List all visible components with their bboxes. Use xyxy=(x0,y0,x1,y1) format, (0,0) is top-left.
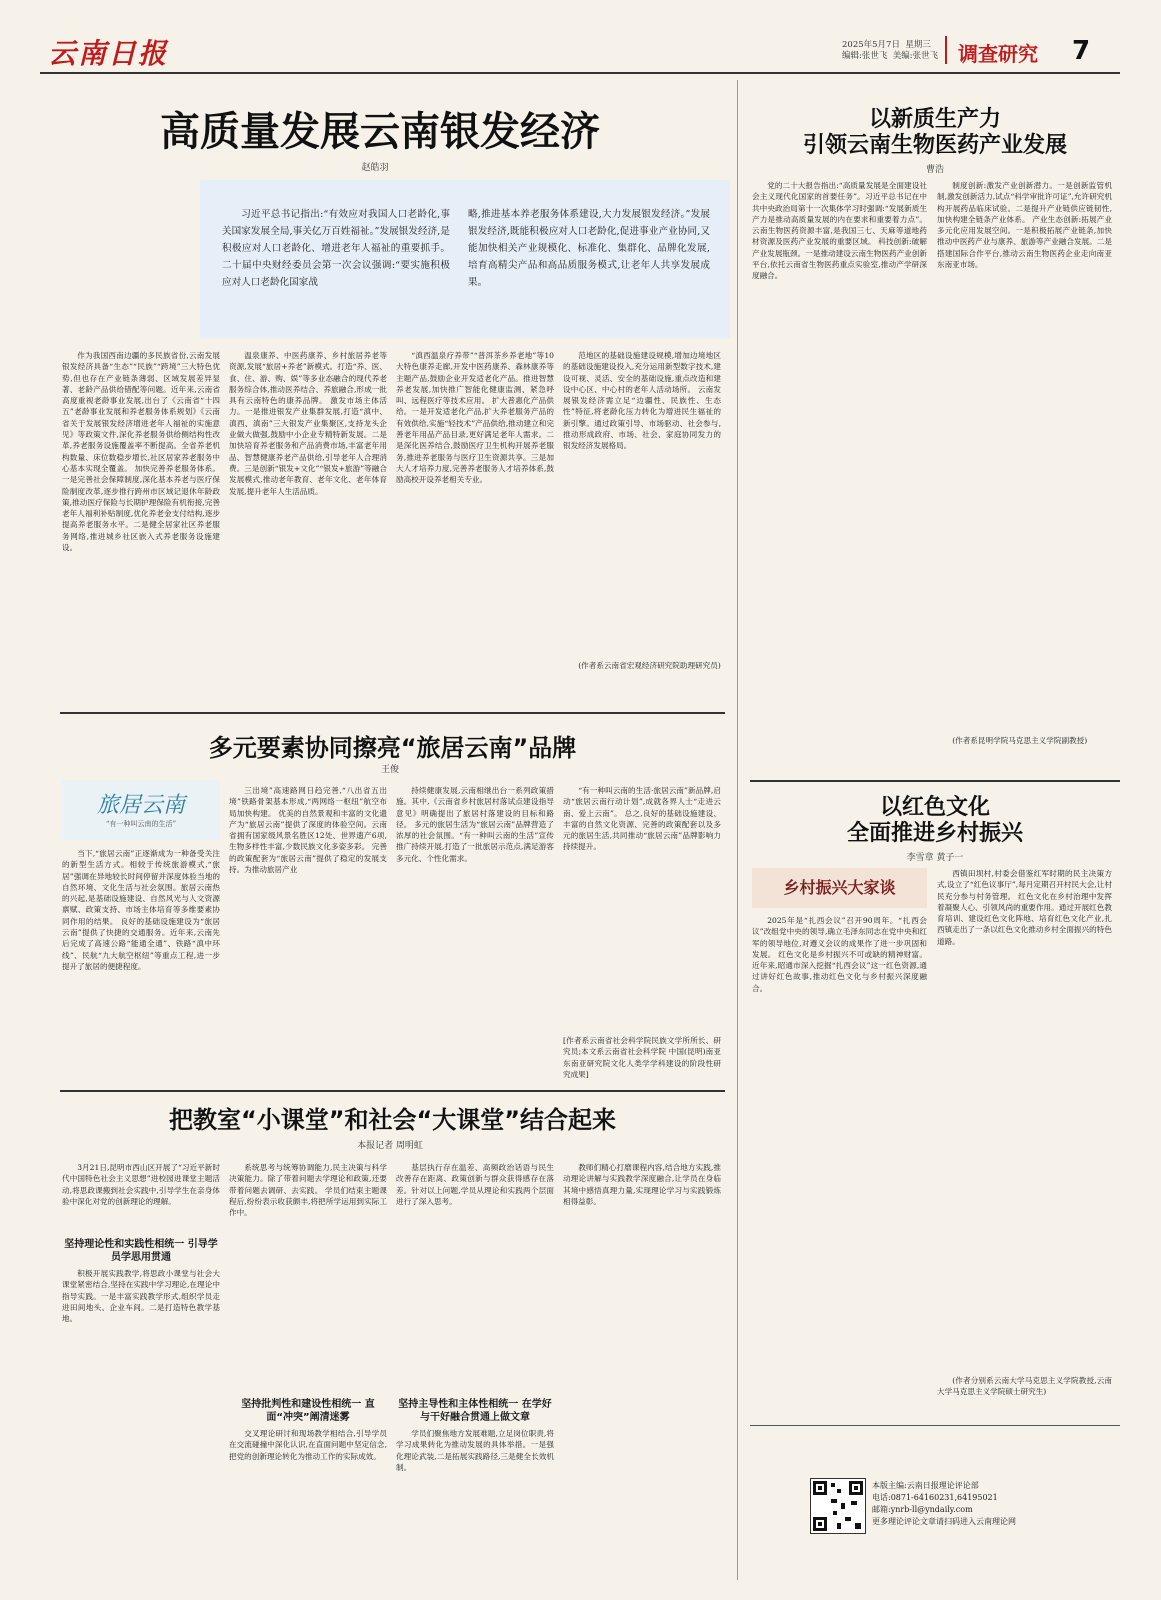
article1-author: 赵皓羽 xyxy=(361,163,389,173)
masthead-date xyxy=(842,40,938,62)
article3-author: 本报记者 周明虹 xyxy=(357,1141,423,1151)
page-number: 7 xyxy=(1072,36,1091,66)
article1-note: (作者系云南省宏观经济研究院助理研究员) xyxy=(578,661,721,670)
article5-title-line1: 以红色文化 xyxy=(879,795,990,820)
rule-article1 xyxy=(60,712,725,714)
article1-col2: 温泉康养、中医药康养、乡村旅居养老等资源,发展“旅居+养老”新模式。打造“养、医、食、住、游、购、娱”等多业态融合的现代养老服务综合体,推动医养结合、养旅融合,形成一批具有云南特色的康养品牌。 激发市场主体活力。一是推进银发产业集群发展,打造“滇中、滇西、滇南”三大银发产业集聚区,支持龙头企业做大做强,鼓励中小企业专精特新发展。二是加快培育养老服务和产品消费市场,丰富老年用品、智慧健康养老产品供给,引导老年人合理消费。三是创新“银发+文化”“银发+旅游”等融合发展模式,推动老年教育、老年文化、老年体育发展,提升老年人生活品质。 xyxy=(229,351,387,496)
masthead-logo: 云南日报 xyxy=(48,37,169,70)
footer-info xyxy=(872,1480,1112,1528)
article3-title: 把教室“小课堂”和社会“大课堂”结合起来 xyxy=(168,1106,617,1134)
article4-title-line1: 以新质生产力 xyxy=(868,107,1001,132)
article3-col3: 基层执行存在温差、高频政治话语与民生改善存在距离、政策创新与群众获得感存在落差。针对以上问题,学员从理论和实践两个层面进行了深入思考。 xyxy=(396,1163,554,1206)
article3-col4: 教师们精心打磨课程内容,结合地方实践,推动理论讲解与实践教学深度融合,让学员在身临其境中感悟真理力量,实现理论学习与实践锻炼相得益彰。 xyxy=(563,1163,721,1206)
article4-col2: 制度创新:激发产业创新潜力。一是创新监管机制,激发创新活力,试点“科学审批许可证”,允许研究机构开展药品临床试验。二是提升产业链供应链韧性,加快构建全链条产业体系。 产业生态创新:拓展产业多元化应用发展空间。一是积极拓展产业链条,加快推动中医药产业与康养、旅游等产业融合发展。二是搭建国际合作平台,推动云南生物医药企业走向南亚东南亚市场。 xyxy=(937,181,1112,270)
article2-logo xyxy=(62,780,220,840)
article4-col1: 党的二十大报告指出:“高质量发展是全面建设社会主义现代化国家的首要任务”。习近平总书记在中共中央政治局第十一次集体学习时强调:“发展新质生产力是推动高质量发展的内在要求和重要着力点”。云南生物医药资源丰富,是我国三七、天麻等道地药材资源及医药产业发展的重要区域。 科技创新:破解产业发展瓶颈。一是推动建设云南生物医药产业创新平台,依托云南省生物医药重点实验室,推动产学研深度融合。 xyxy=(752,181,927,281)
footer-editor: 本版主编:云南日报理论评论部 xyxy=(872,1481,979,1490)
article3-col2: 系统思考与统筹协调能力,民主决策与科学决策能力。除了带着问题去学理论和政策,还要带着问题去调研、去实践。 学员们结束主题课程后,纷纷表示收获颇丰,将把所学运用到实际工作中。 xyxy=(229,1163,387,1218)
article1-lead-right: 略,推进基本养老服务体系建设,大力发展银发经济。”发展银发经济,既能积极应对人口老龄化,促进事业产业协同,又能加快相关产业规模化、标准化、集群化、品牌化发展,培育高精尖产品和高品质服务模式,让老年人共享发展成果。 xyxy=(468,209,710,288)
article3-subhead2: 坚持批判性和建设性相统一 直面“冲突”阐清迷雾 xyxy=(241,1399,375,1423)
weekday: 星期三 xyxy=(905,40,931,50)
rule-footer xyxy=(750,1425,1120,1426)
rule-article2 xyxy=(60,1090,725,1092)
article5-col1: 2025年是“扎西会议”召开90周年。“扎西会议”改组党中央的领导,确立毛泽东同志在党中央和红军的领导地位,对遵义会议的成果作了进一步巩固和发展。 红色文化是乡村振兴不可或缺的精神财富。近年来,昭通市深入挖掘“扎西会议”这一红色资源,通过讲好红色故事,推动红色文化与乡村振兴深度融合。 xyxy=(752,916,927,993)
article4-author: 曹浩 xyxy=(925,165,944,175)
date: 2025年5月7日 xyxy=(842,40,900,50)
article1-col4: 范地区的基础设施建设规模,增加边境地区的基础设施建设投入,充分运用新型数字技术,建设可视、灵活、安全的基础设施,重点改造和建设中心区、中心村的老年人活动场所。 云南发展银发经济需立足“边疆性、民族性、生态性”特征,将老龄化压力转化为增进民生福祉的新引擎。通过政策引导、市场驱动、社会参与,推动形成政府、市场、社会、家庭协同发力的银发经济发展格局。 xyxy=(563,351,721,451)
article2-logo-title: 旅居云南 xyxy=(96,793,185,818)
article3-subhead1: 坚持理论性和实践性相统一 引导学员学思用贯通 xyxy=(64,1239,218,1263)
article4-title-line2: 引领云南生物医药产业发展 xyxy=(802,133,1067,158)
article3-col1: 3月21日,昆明市西山区开展了“习近平新时代中国特色社会主义思想”进校园进课堂主题活动,将思政课搬到社会实践中,引导学生在亲身体验中深化对党的创新理论的理解。 xyxy=(62,1163,220,1206)
footer-email[interactable]: 邮箱:ynrb-ll@yndaily.com xyxy=(872,1505,973,1514)
article5-note: (作者分别系云南大学马克思主义学院教授,云南大学马克思主义学院硕士研究生) xyxy=(937,1376,1112,1397)
qr-code[interactable] xyxy=(810,1478,866,1534)
article2-col3: 持续健康发展,云南相继出台一系列政策措施。其中,《云南省乡村旅居村落试点建设指导意见》明确提出了旅居村落建设的目标和路径。 多元的旅居生活为“旅居云南”品牌营造了浓厚的社会氛围。“有一种叫云南的生活”宣传推广持续开展,打造了一批旅居示范点,满足游客多元化、个性化需求。 xyxy=(396,786,554,863)
masthead-divider xyxy=(945,36,947,64)
footer-more: 更多理论评论文章请扫码进入云南理论网 xyxy=(872,1517,1016,1526)
article3-col1b: 积极开展实践教学,将思政小课堂与社会大课堂紧密结合,坚持在实践中学习理论,在理论中指导实践。一是丰富实践教学形式,组织学员走进田间地头、企业车间。二是打造特色教学基地。 xyxy=(62,1269,220,1324)
article3-subhead3: 坚持主导性和主体性相统一 在学好与干好融合贯通上做文章 xyxy=(398,1399,552,1423)
page-divider xyxy=(737,80,738,1580)
article2-note: [作者系云南省社会科学院民族文学所所长、研究员;本文系云南省社会科学院 中国(昆明)南亚东南亚研究院文化人类学学科建设的阶段性研究成果] xyxy=(563,1036,721,1079)
rule-article4 xyxy=(750,780,1120,782)
article3-col1-wrap xyxy=(62,1162,220,1582)
article5-author: 李雪章 黄子一 xyxy=(906,853,964,863)
article1-col3: “滇西温泉疗养带”“普洱茶乡养老地”等10大特色康养走廊,开发中医药康养、森林康养等主题产品,鼓励企业开发适老化产品。推进智慧养老发展,加快推广智能化健康监测、紧急呼叫、远程医疗等技术应用。 扩大普惠化产品供给。一是开发适老化产品,扩大养老服务产品的有效供给,实施“轻技术”产品供给,推动建立和完善老年用品产品目录,更好满足老年人需求。二是深化医养结合,鼓励医疗卫生机构开展养老服务,推进养老服务与医疗卫生资源共享。三是加大人才培养力度,完善养老服务人才培养体系,鼓励高校开设养老相关专业。 xyxy=(396,351,554,485)
article5-title-line2: 全面推进乡村振兴 xyxy=(846,821,1023,846)
article2-col2: 三出境”高速路网日趋完善,“八出省五出境”铁路骨架基本形成,“两网络一枢纽”航空布局加快构建。 优美的自然景观和丰富的文化遗产为“旅居云南”提供了深度的体验空间。云南省拥有国家级风景名胜区12处、世界遗产6项,生物多样性丰富,少数民族文化多姿多彩。 完善的政策配套为“旅居云南”提供了稳定的发展支持。为推动旅居产业 xyxy=(229,786,387,875)
article1-lead-left: 习近平总书记指出:“有效应对我国人口老龄化,事关国家发展全局,事关亿万百姓福祉。”发展银发经济,是积极应对人口老龄化、增进老年人福祉的重要抓手。二十届中央财经委员会第一次会议强调:“要实施积极应对人口老龄化国家战 xyxy=(222,209,450,288)
article3-col3b: 学员们聚焦地方发展难题,立足岗位职责,将学习成果转化为推动发展的具体举措。一是强化理论武装,二是拓展实践路径,三是健全长效机制。 xyxy=(396,1429,554,1472)
article3-col3-wrap xyxy=(396,1162,554,1582)
article5-col2: 西镇田坝村,村委会借鉴红军时期的民主决策方式,设立了“红色议事厅”,每月定期召开村民大会,让村民充分参与村务管理。 红色文化在乡村治理中发挥着凝聚人心、引领风尚的重要作用。通过开展红色教育培训、建设红色文化阵地、培育红色文化产业,扎西镇走出了一条以红色文化推动乡村全面振兴的特色道路。 xyxy=(937,869,1112,946)
article5-logo: 乡村振兴大家谈 xyxy=(752,868,927,908)
article1-col1: 作为我国西南边疆的多民族省份,云南发展银发经济具备“生态”“民族”“跨境”三大特色优势,但也存在产业链条薄弱、区域发展差异显著、老龄产品供给错配等问题。近年来,云南省高度重视老龄事业发展,出台了《云南省“十四五”老龄事业发展和养老服务体系规划》《云南省关于发展银发经济增进老年人福祉的实施意见》等政策文件,深化养老服务供给侧结构性改革,养老服务设施覆盖率不断提高。全省养老机构数量、床位数稳步增长,社区居家养老服务中心基本实现全覆盖。 加快完善养老服务体系。一是完善社会保障制度,深化基本养老与医疗保险制度改革,逐步推行跨州市区域记退休年龄政策,推动医疗保险与长期护理保险有机衔接,完善老年人福利补贴制度,优化养老金支付结构,逐步提高养老服务水平。二是健全居家社区养老服务网络,推进城乡社区嵌入式养老服务设施建设。 xyxy=(62,351,220,553)
article4-note: (作者系昆明学院马克思主义学院副教授) xyxy=(952,736,1088,745)
designer: 美编:张世飞 xyxy=(892,51,939,61)
article3-col2-wrap xyxy=(229,1162,387,1582)
footer-phone: 电话:0871-64160231,64195021 xyxy=(872,1493,998,1502)
masthead-rule xyxy=(40,72,1120,74)
article2-author: 王俊 xyxy=(380,765,399,775)
article1-lead-box xyxy=(200,180,730,338)
section-title: 调查研究 xyxy=(958,42,1038,66)
article2-logo-sub: “有一种叫云南的生活” xyxy=(105,820,177,828)
article3-col2b: 交叉理论研讨和现场教学相结合,引导学员在交流碰撞中深化认识,在直面问题中坚定信念,把党的创新理论转化为推动工作的实际成效。 xyxy=(229,1429,387,1461)
article1-title: 高质量发展云南银发经济 xyxy=(160,109,600,155)
editor: 编辑:张世飞 xyxy=(842,51,888,61)
article2-col1: 当下,“旅居云南”正逐渐成为一种备受关注的新型生活方式。相较于传统旅游模式,“旅居”强调在异地较长时间停留并深度体验当地的自然环境、文化生活与社会氛围。旅居云南热的兴起,是基础设施建设、自然风光与人文资源禀赋、政策支持、市场主体培育等多维要素协同作用的结果。 良好的基础设施建设为“旅居云南”提供了快捷的交通服务。近年来,云南先后完成了高速公路“能通全通”、铁路“滇中环线”、民航“九大航空枢纽”等重点工程,进一步提升了旅居的便捷程度。 xyxy=(62,849,220,971)
article2-col4: “有一种叫云南的生活·旅居云南”新品牌,启动“旅居云南行动计划”,成就各界人士“走进云南、爱上云南”。 总之,良好的基础设施建设、丰富的自然文化资源、完善的政策配套以及多元的旅居生活,共同推动“旅居云南”品牌影响力持续提升。 xyxy=(563,786,721,852)
article2-title: 多元要素协同擦亮“旅居云南”品牌 xyxy=(208,734,577,762)
